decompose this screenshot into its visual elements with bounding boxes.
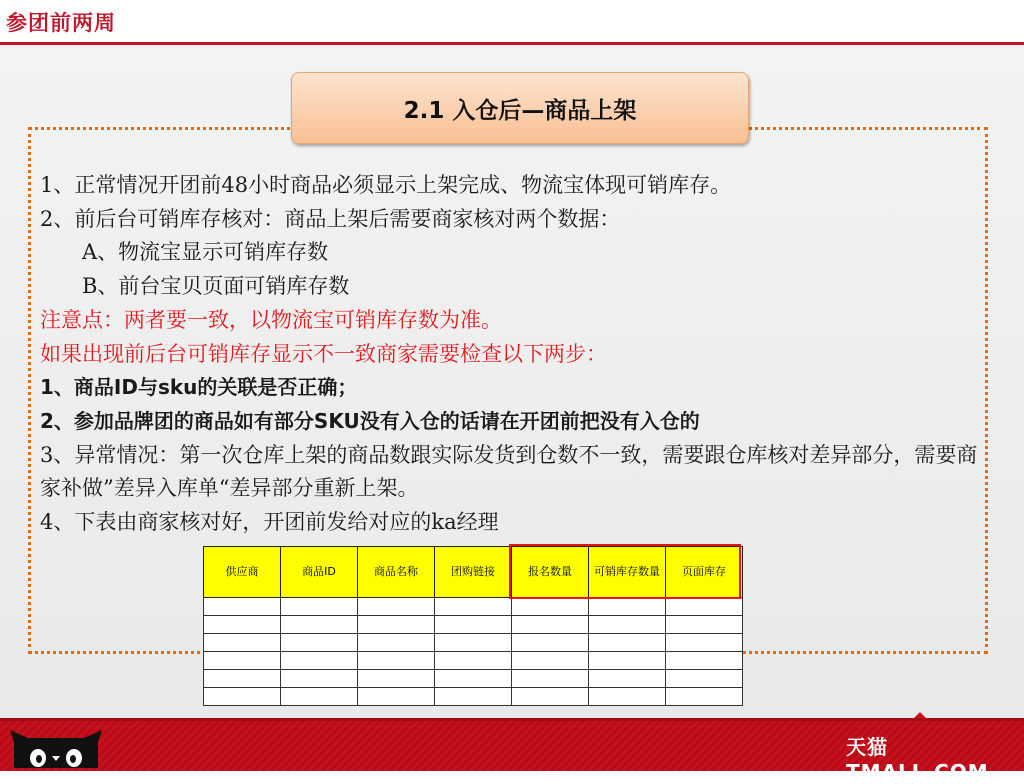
body-line-1: 1、正常情况开团前48小时商品必须显示上架完成、物流宝体现可销库存。 — [40, 173, 732, 197]
table-cell — [204, 634, 281, 652]
body-line-2b: B、前台宝贝页面可销库存数 — [82, 274, 350, 299]
table-row — [204, 688, 743, 706]
table-cell — [435, 652, 512, 670]
table-cell — [666, 616, 743, 634]
table-cell — [281, 652, 358, 670]
body-line-3: 3、异常情况：第一次仓库上架的商品数跟实际发货到仓数不一致，需要跟仓库核对差异部分，需要商家补做”差异入库单“差异部分重新上架。 — [40, 442, 978, 501]
table-cell — [435, 688, 512, 706]
table-cell — [666, 670, 743, 688]
table-cell — [358, 688, 435, 706]
check-step-1: 1、商品ID与sku的关联是否正确； — [40, 375, 358, 400]
table-cell — [358, 616, 435, 634]
table-cell — [512, 652, 589, 670]
table-cell — [512, 598, 589, 616]
header-bar — [0, 0, 1024, 44]
body-line-2: 2、前后台可销库存核对：商品上架后需要商家核对两个数据： — [40, 206, 621, 231]
table-cell — [435, 670, 512, 688]
table-cell — [204, 652, 281, 670]
table-row — [204, 634, 743, 652]
table-row — [204, 616, 743, 634]
table-cell — [589, 652, 666, 670]
table-row — [204, 652, 743, 670]
tmall-cat-logo-icon — [8, 728, 104, 768]
col-product-id: 商品ID — [281, 547, 358, 598]
table-header-row — [204, 547, 743, 598]
table-cell — [281, 598, 358, 616]
col-signup-qty: 报名数量 — [512, 547, 589, 598]
table-cell — [589, 688, 666, 706]
table-cell — [204, 616, 281, 634]
table-cell — [281, 670, 358, 688]
body-line-2a: A、物流宝显示可销库存数 — [82, 240, 329, 265]
check-intro-line: 如果出现前后台可销库存显示不一致商家需要检查以下两步： — [40, 341, 607, 366]
col-sellable-stock: 可销库存数量 — [589, 547, 666, 598]
slide-title: 2.1 入仓后—商品上架 — [291, 72, 749, 144]
table-cell — [435, 634, 512, 652]
section-title: 参团前两周 — [6, 11, 116, 35]
table-cell — [512, 616, 589, 634]
table-cell — [204, 670, 281, 688]
table-cell — [435, 598, 512, 616]
note-line: 注意点：两者要一致，以物流宝可销库存数为准。 — [40, 307, 502, 332]
table-cell — [512, 634, 589, 652]
table-cell — [666, 634, 743, 652]
table-cell — [589, 616, 666, 634]
table-cell — [589, 598, 666, 616]
col-supplier: 供应商 — [204, 547, 281, 598]
table-cell — [358, 598, 435, 616]
body-line-4: 4、下表由商家核对好，开团前发给对应的ka经理 — [40, 510, 499, 535]
col-group-link: 团购链接 — [435, 547, 512, 598]
table-cell — [435, 616, 512, 634]
col-product-name: 商品名称 — [358, 547, 435, 598]
table-cell — [666, 652, 743, 670]
table-cell — [281, 616, 358, 634]
table-row — [204, 598, 743, 616]
table-cell — [358, 670, 435, 688]
tmall-brand: 天猫 TMALL.COM — [846, 735, 989, 784]
table-cell — [589, 634, 666, 652]
table-cell — [358, 634, 435, 652]
slide-body — [40, 169, 980, 540]
table-cell — [281, 634, 358, 652]
table-cell — [666, 598, 743, 616]
table-cell — [666, 688, 743, 706]
check-table — [203, 546, 743, 706]
table-cell — [204, 598, 281, 616]
table-cell — [281, 688, 358, 706]
table-cell — [512, 688, 589, 706]
table-cell — [204, 688, 281, 706]
table-row — [204, 670, 743, 688]
table-cell — [512, 670, 589, 688]
table-cell — [589, 670, 666, 688]
check-step-2: 2、参加品牌团的商品如有部分SKU没有入仓的话请在开团前把没有入仓的 — [40, 408, 700, 433]
col-page-stock: 页面库存 — [666, 547, 743, 598]
table-cell — [358, 652, 435, 670]
